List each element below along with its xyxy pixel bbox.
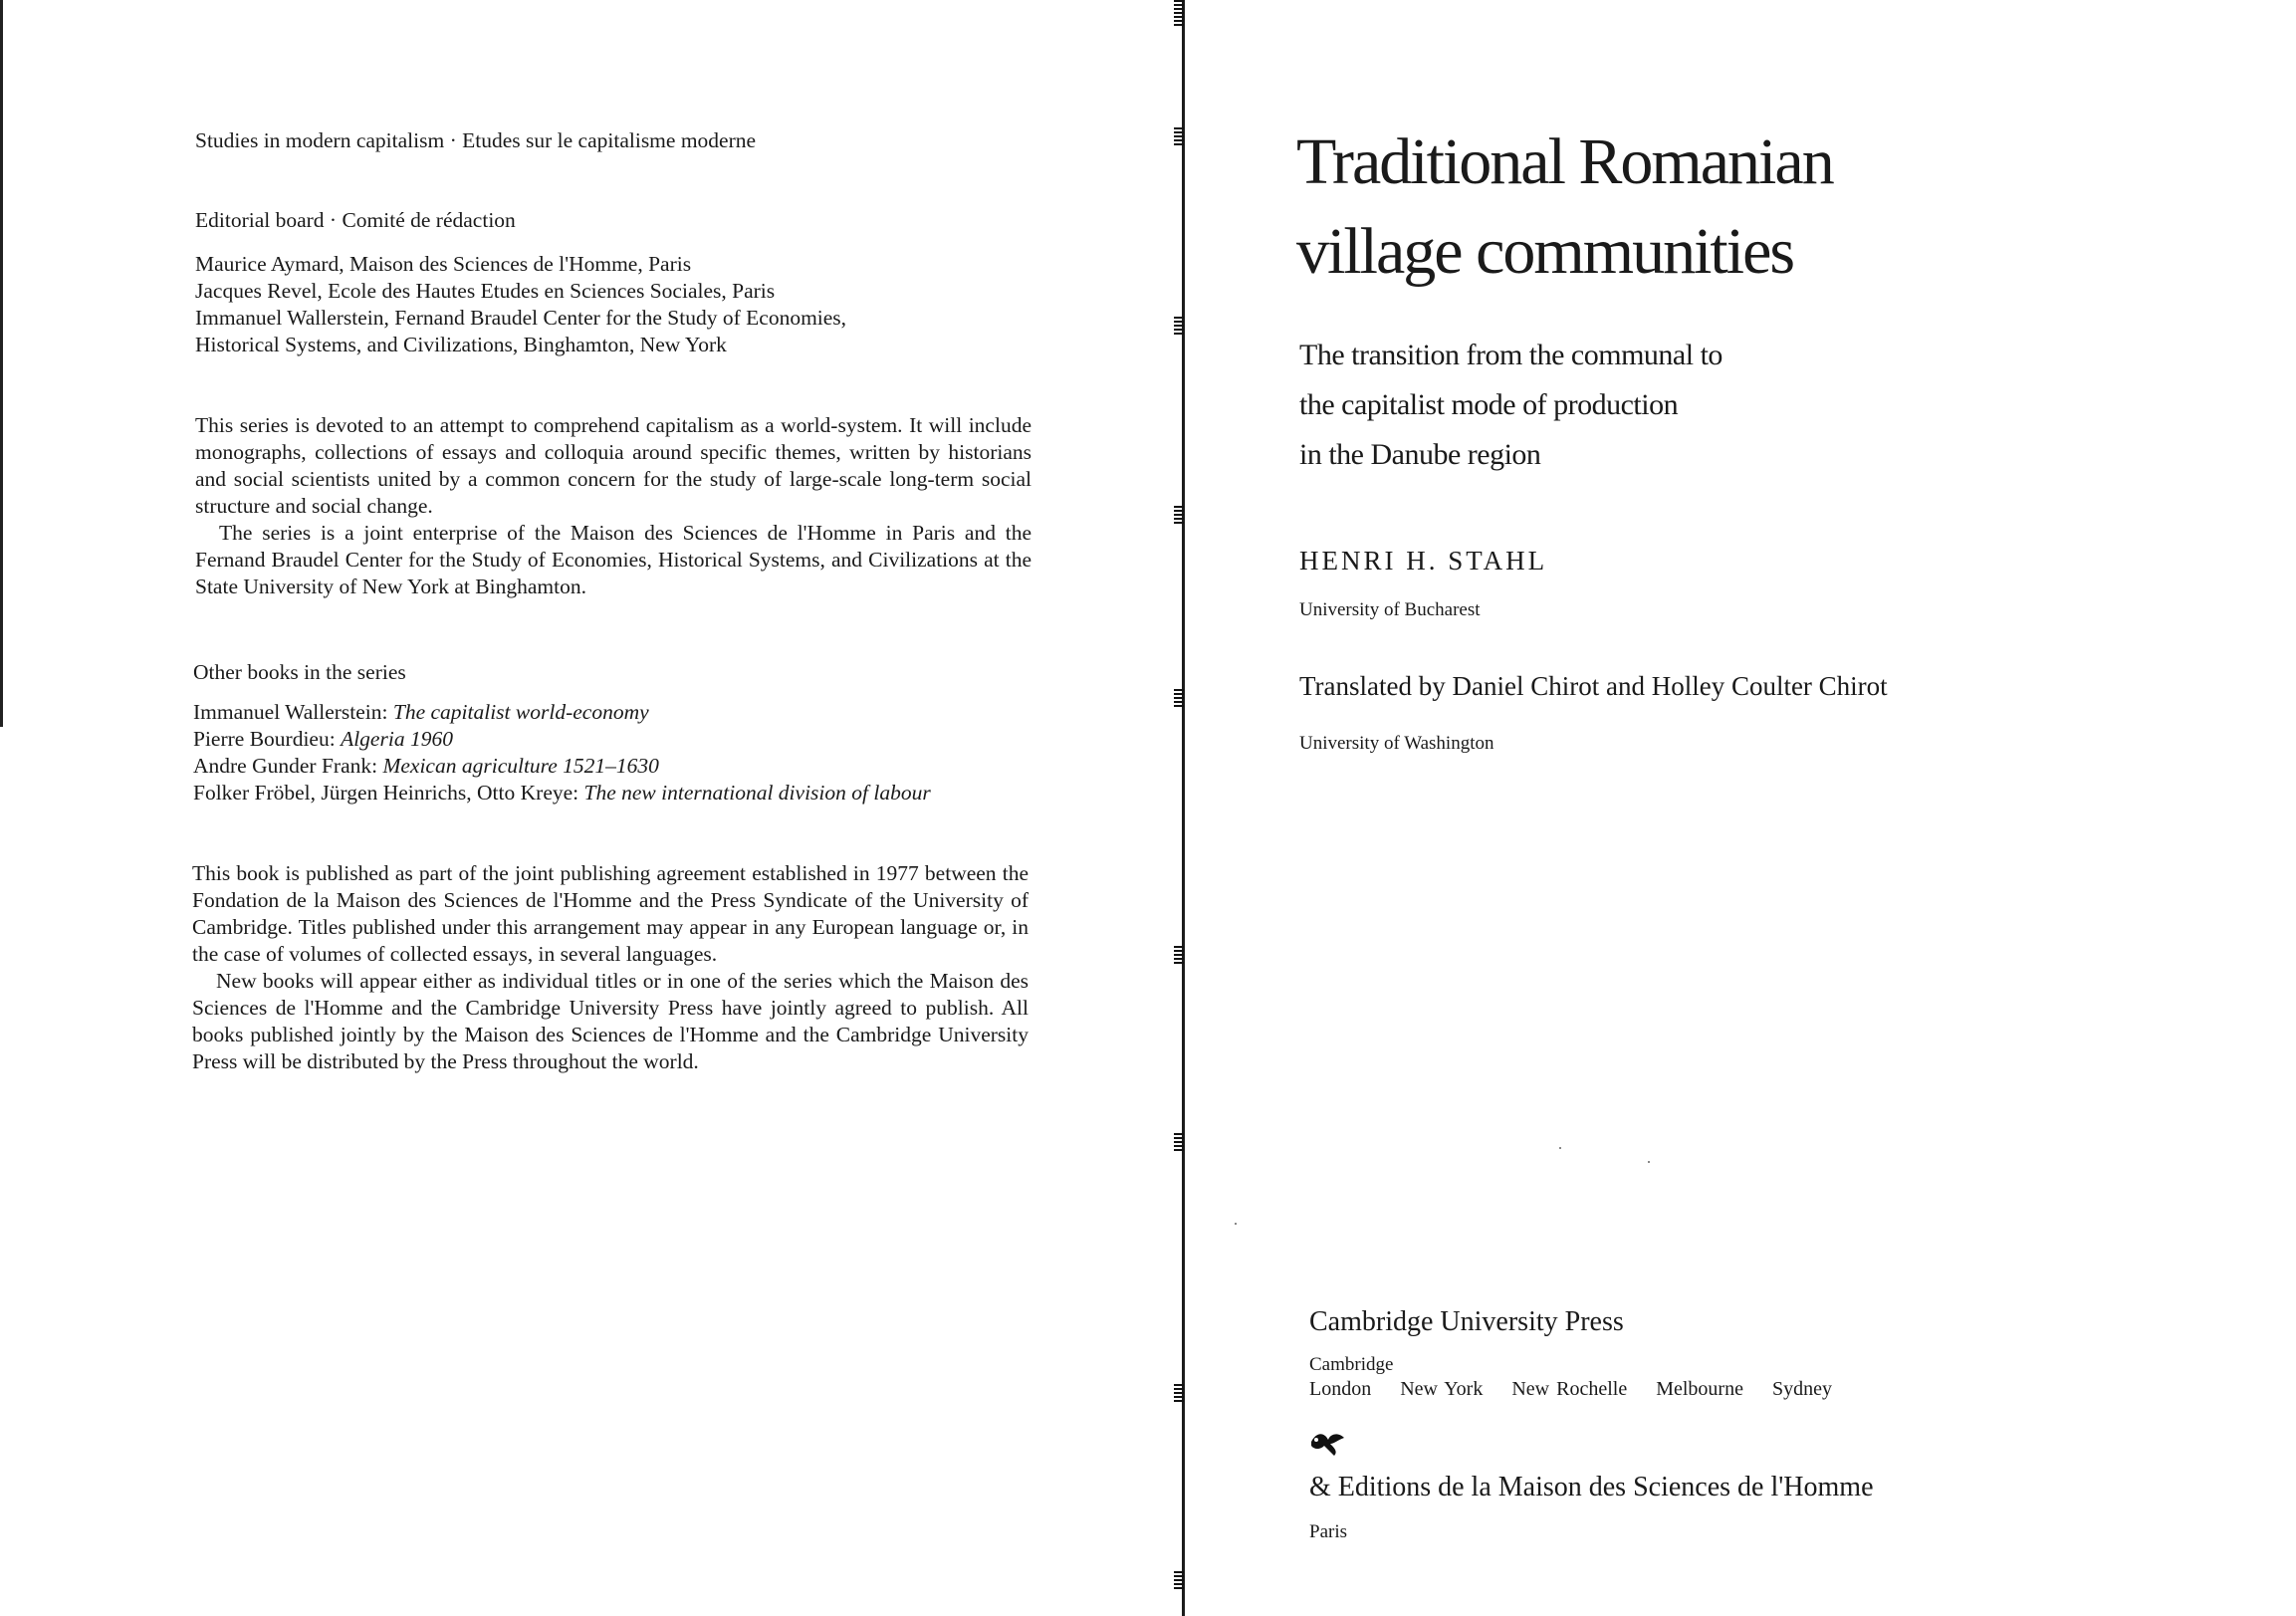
- translators: Translated by Daniel Chirot and Holley Coulter Chirot: [1299, 671, 1888, 701]
- board-member: Immanuel Wallerstein, Fernand Braudel Center for the Study of Economies,: [195, 306, 847, 330]
- series-description: [195, 412, 1032, 600]
- binding-mark: [1174, 506, 1184, 524]
- series-title: Studies in modern capitalism · Etudes sur le capitalisme moderne: [195, 128, 757, 152]
- copublisher-city: Paris: [1309, 1521, 1347, 1542]
- agreement-paragraph: New books will appear either as individual titles or in one of the series which the Maison des Sciences de l'Homme and the Cambridge University Press have jointly agreed to publish. All books published jointly by the Maison des Sciences de l'Homme and the Cambridge University Press will be distributed by the Press throughout the world.: [192, 969, 1029, 1073]
- publisher-city-item: London: [1309, 1378, 1372, 1400]
- board-member: Jacques Revel, Ecole des Hautes Etudes en Sciences Sociales, Paris: [195, 279, 776, 303]
- publisher-city-item: Melbourne: [1656, 1378, 1743, 1400]
- binding-mark: [1174, 1571, 1184, 1589]
- book-entry: [193, 780, 1030, 807]
- series-description-paragraph: The series is a joint enterprise of the Maison des Sciences de l'Homme in Paris and the Fernand Braudel Center for the Study of Economies, Historical Systems, and Civilizations at the State University of New York at Binghamton.: [195, 521, 1032, 598]
- editorial-board-list: [195, 251, 1032, 358]
- subtitle-line: The transition from the communal to: [1299, 339, 1722, 371]
- translators-affiliation: University of Washington: [1299, 733, 1494, 754]
- publisher-city-item: Sydney: [1771, 1378, 1832, 1400]
- publisher-cities: [1309, 1378, 1854, 1401]
- publisher-city-item: New York: [1400, 1378, 1484, 1400]
- binding-mark: [1174, 127, 1184, 145]
- publisher-city-item: New Rochelle: [1511, 1378, 1628, 1400]
- book-title: The capitalist world-economy: [392, 700, 649, 724]
- book-title: Algeria 1960: [341, 727, 453, 751]
- subtitle-line: the capitalist mode of production: [1299, 388, 1679, 421]
- other-books-heading: Other books in the series: [193, 660, 406, 684]
- binding-mark: [1174, 1384, 1184, 1402]
- title-line: Traditional Romanian: [1296, 125, 1833, 198]
- binding-mark: [1174, 946, 1184, 964]
- publisher-name: Cambridge University Press: [1309, 1306, 1624, 1337]
- other-books-list: [193, 699, 1030, 807]
- copublisher-name: & Editions de la Maison des Sciences de l'Homme: [1309, 1472, 1874, 1502]
- book-author: Pierre Bourdieu:: [193, 727, 336, 751]
- title-line: village communities: [1296, 215, 1794, 288]
- book-subtitle: [1299, 331, 1722, 480]
- book-entry: [193, 699, 1030, 726]
- book-entry: [193, 753, 1030, 780]
- author-name: HENRI H. STAHL: [1299, 546, 1548, 576]
- subtitle-line: in the Danube region: [1299, 438, 1541, 471]
- book-title: The new international division of labour: [583, 781, 931, 805]
- author-affiliation: University of Bucharest: [1299, 599, 1481, 620]
- binding-mark: [1174, 1133, 1184, 1151]
- book-author: Andre Gunder Frank:: [193, 754, 378, 778]
- publisher-city: Cambridge: [1309, 1354, 1394, 1375]
- editorial-board-heading: Editorial board · Comité de rédaction: [195, 208, 516, 232]
- leaf-ornament-icon: [1308, 1428, 1348, 1458]
- agreement-paragraph: This book is published as part of the joint publishing agreement established in 1977 between the Fondation de la Maison des Sciences de l'Homme and the Press Syndicate of the University of Cambridge. Titles published under this arrangement may appear in any European language or, in the case of volumes of collected essays, in several languages.: [192, 861, 1029, 966]
- binding-mark: [1174, 317, 1184, 335]
- series-description-paragraph: This series is devoted to an attempt to comprehend capitalism as a world-system. It will include monographs, collections of essays and colloquia around specific themes, written by historians and social scientists united by a common concern for the study of large-scale long-term social structure and social change.: [195, 413, 1032, 518]
- book-author: Folker Fröbel, Jürgen Heinrichs, Otto Kreye:: [193, 781, 579, 805]
- book-title: [1296, 117, 1833, 297]
- publishing-agreement: [192, 860, 1029, 1075]
- book-title: Mexican agriculture 1521–1630: [382, 754, 659, 778]
- board-member: Maurice Aymard, Maison des Sciences de l'Homme, Paris: [195, 252, 692, 276]
- board-member: Historical Systems, and Civilizations, Binghamton, New York: [195, 333, 727, 356]
- binding-mark: [1174, 689, 1184, 707]
- book-author: Immanuel Wallerstein:: [193, 700, 388, 724]
- book-gutter: [1182, 0, 1185, 1616]
- binding-mark: [1174, 0, 1184, 26]
- book-entry: [193, 726, 1030, 753]
